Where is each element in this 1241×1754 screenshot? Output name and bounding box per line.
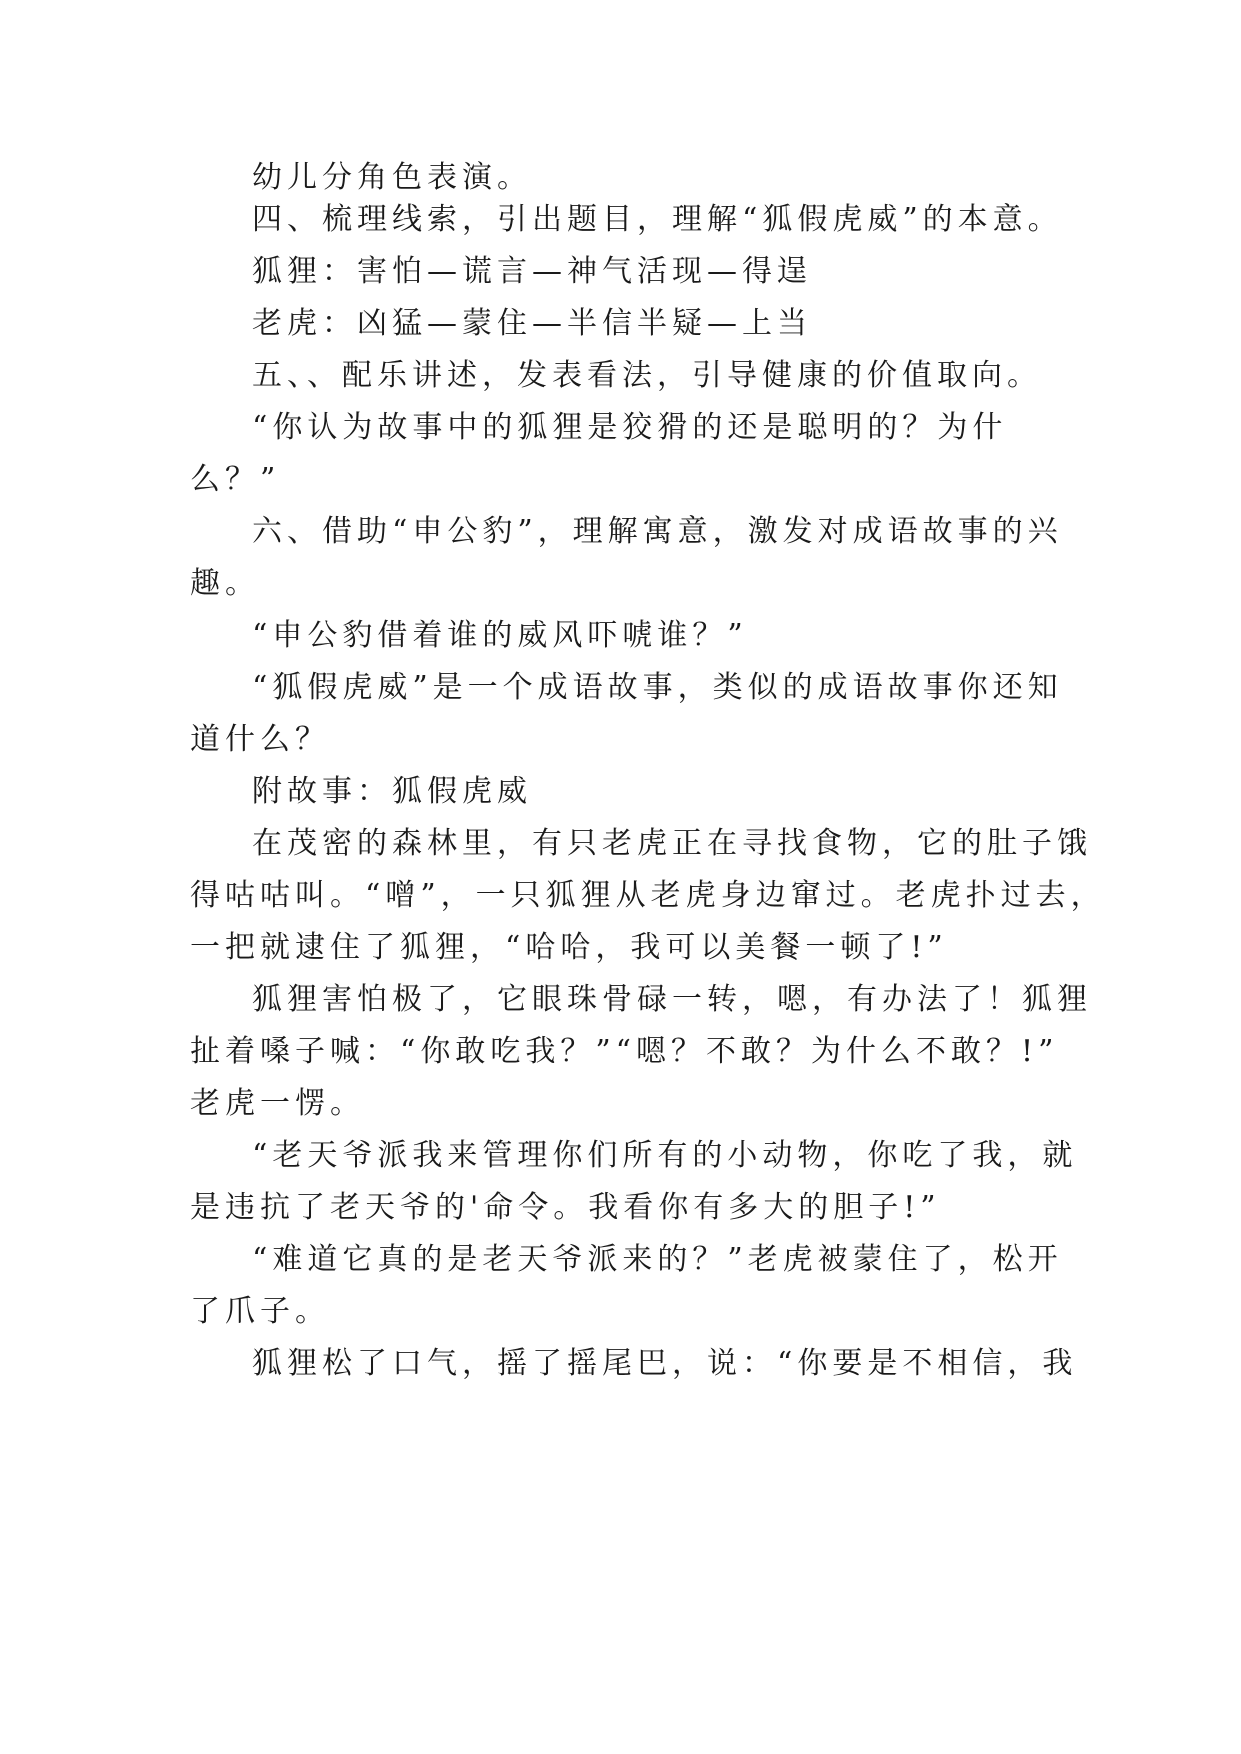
text-line: 狐狸松了口气，摇了摇尾巴，说：“你要是不相信，我	[252, 1346, 1078, 1381]
text-line: “老天爷派我来管理你们所有的小动物，你吃了我，就	[252, 1138, 1078, 1173]
text-line: 么？”	[190, 462, 281, 497]
text-line: 六、借助“申公豹”，理解寓意，激发对成语故事的兴	[252, 514, 1063, 549]
text-line: 老虎一愣。	[190, 1086, 365, 1121]
text-line: 得咕咕叫。“噌”，一只狐狸从老虎身边窜过。老虎扑过去，	[190, 878, 1106, 913]
text-line: 扯着嗓子喊：“你敢吃我？”“嗯？不敢？为什么不敢？!”	[190, 1034, 1059, 1069]
text-line: “申公豹借着谁的威风吓唬谁？”	[252, 618, 748, 653]
text-line: 了爪子。	[190, 1294, 330, 1329]
text-line: 道什么？	[190, 722, 330, 757]
text-line: 附故事：狐假虎威	[252, 774, 532, 809]
text-line: “难道它真的是老天爷派来的？”老虎被蒙住了，松开	[252, 1242, 1063, 1277]
text-line: “你认为故事中的狐狸是狡猾的还是聪明的？为什	[252, 410, 1008, 445]
text-line: 四、梳理线索，引出题目，理解“狐假虎威”的本意。	[252, 202, 1063, 237]
text-line: 幼儿分角色表演。	[252, 160, 532, 195]
text-line: 趣。	[190, 566, 260, 601]
text-line: 五、、配乐讲述，发表看法，引导健康的价值取向。	[252, 358, 1042, 393]
text-line: 是违抗了老天爷的'命令。我看你有多大的胆子!”	[190, 1190, 941, 1225]
text-line: 在茂密的森林里，有只老虎正在寻找食物，它的肚子饿	[252, 826, 1092, 861]
text-line: 狐狸：害怕—谎言—神气活现—得逞	[252, 254, 812, 289]
text-line: “狐假虎威”是一个成语故事，类似的成语故事你还知	[252, 670, 1063, 705]
text-line: 狐狸害怕极了，它眼珠骨碌一转，嗯，有办法了！狐狸	[252, 982, 1092, 1017]
text-line: 老虎：凶猛—蒙住—半信半疑—上当	[252, 306, 812, 341]
text-line: 一把就逮住了狐狸，“哈哈，我可以美餐一顿了!”	[190, 930, 948, 965]
